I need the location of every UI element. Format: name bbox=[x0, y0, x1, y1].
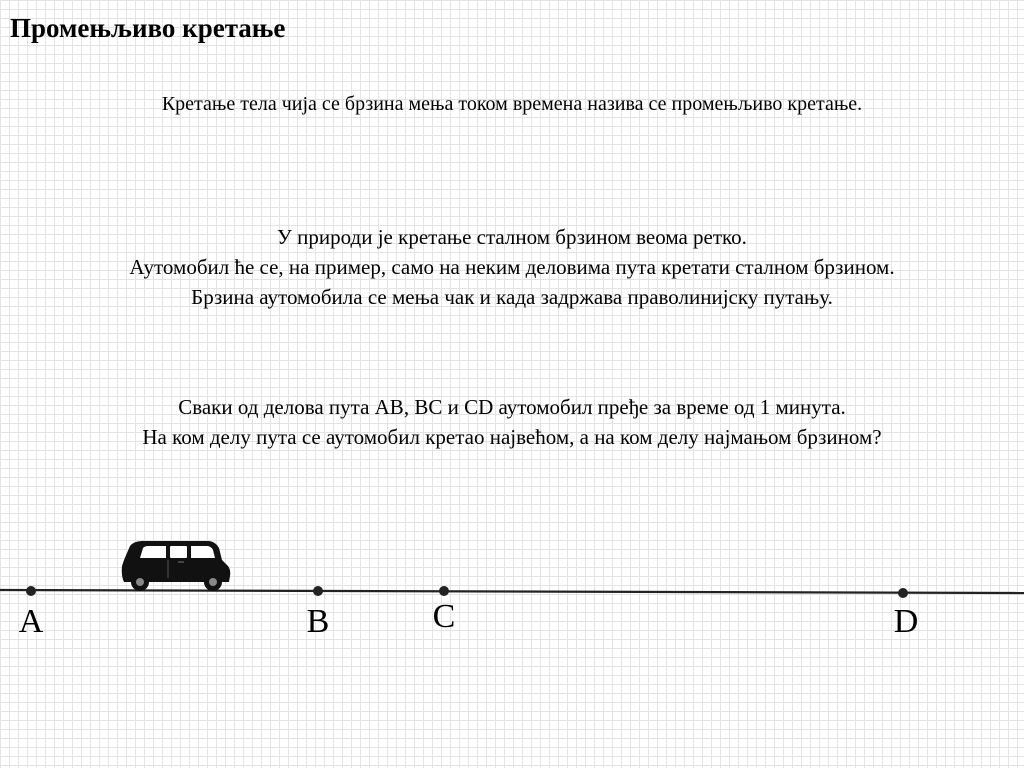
point-a-label: A bbox=[18, 603, 44, 640]
point-d-dot bbox=[898, 588, 908, 598]
page-title: Промењљиво кретање bbox=[10, 13, 286, 43]
paragraph-line: У природи је кретање сталном брзином веома ретко. bbox=[277, 225, 747, 249]
paragraph-line: Кретање тела чија се брзина мења током времена назива се промењљиво кретање. bbox=[161, 93, 863, 115]
car-icon bbox=[122, 541, 231, 591]
point-a-dot bbox=[26, 586, 36, 596]
paragraph-line: Брзина аутомобила се мења чак и када задржава праволинијску путању. bbox=[191, 285, 833, 309]
paragraph-line: Аутомобил ће се, на пример, само на неким деловима пута кретати сталном брзином. bbox=[129, 255, 895, 279]
road-line bbox=[0, 590, 1024, 593]
point-b-dot bbox=[313, 586, 323, 596]
paragraph-line: На ком делу пута се аутомобил кретао највећом, а на ком делу најмањом брзином? bbox=[142, 425, 882, 449]
point-c-dot bbox=[439, 586, 449, 596]
paragraph-line: Сваки од делова пута AB, BC и CD аутомобил пређе за време од 1 минута. bbox=[178, 395, 846, 419]
point-d-label: D bbox=[893, 603, 919, 640]
point-c-label: C bbox=[432, 598, 456, 635]
point-b-label: B bbox=[306, 603, 330, 640]
